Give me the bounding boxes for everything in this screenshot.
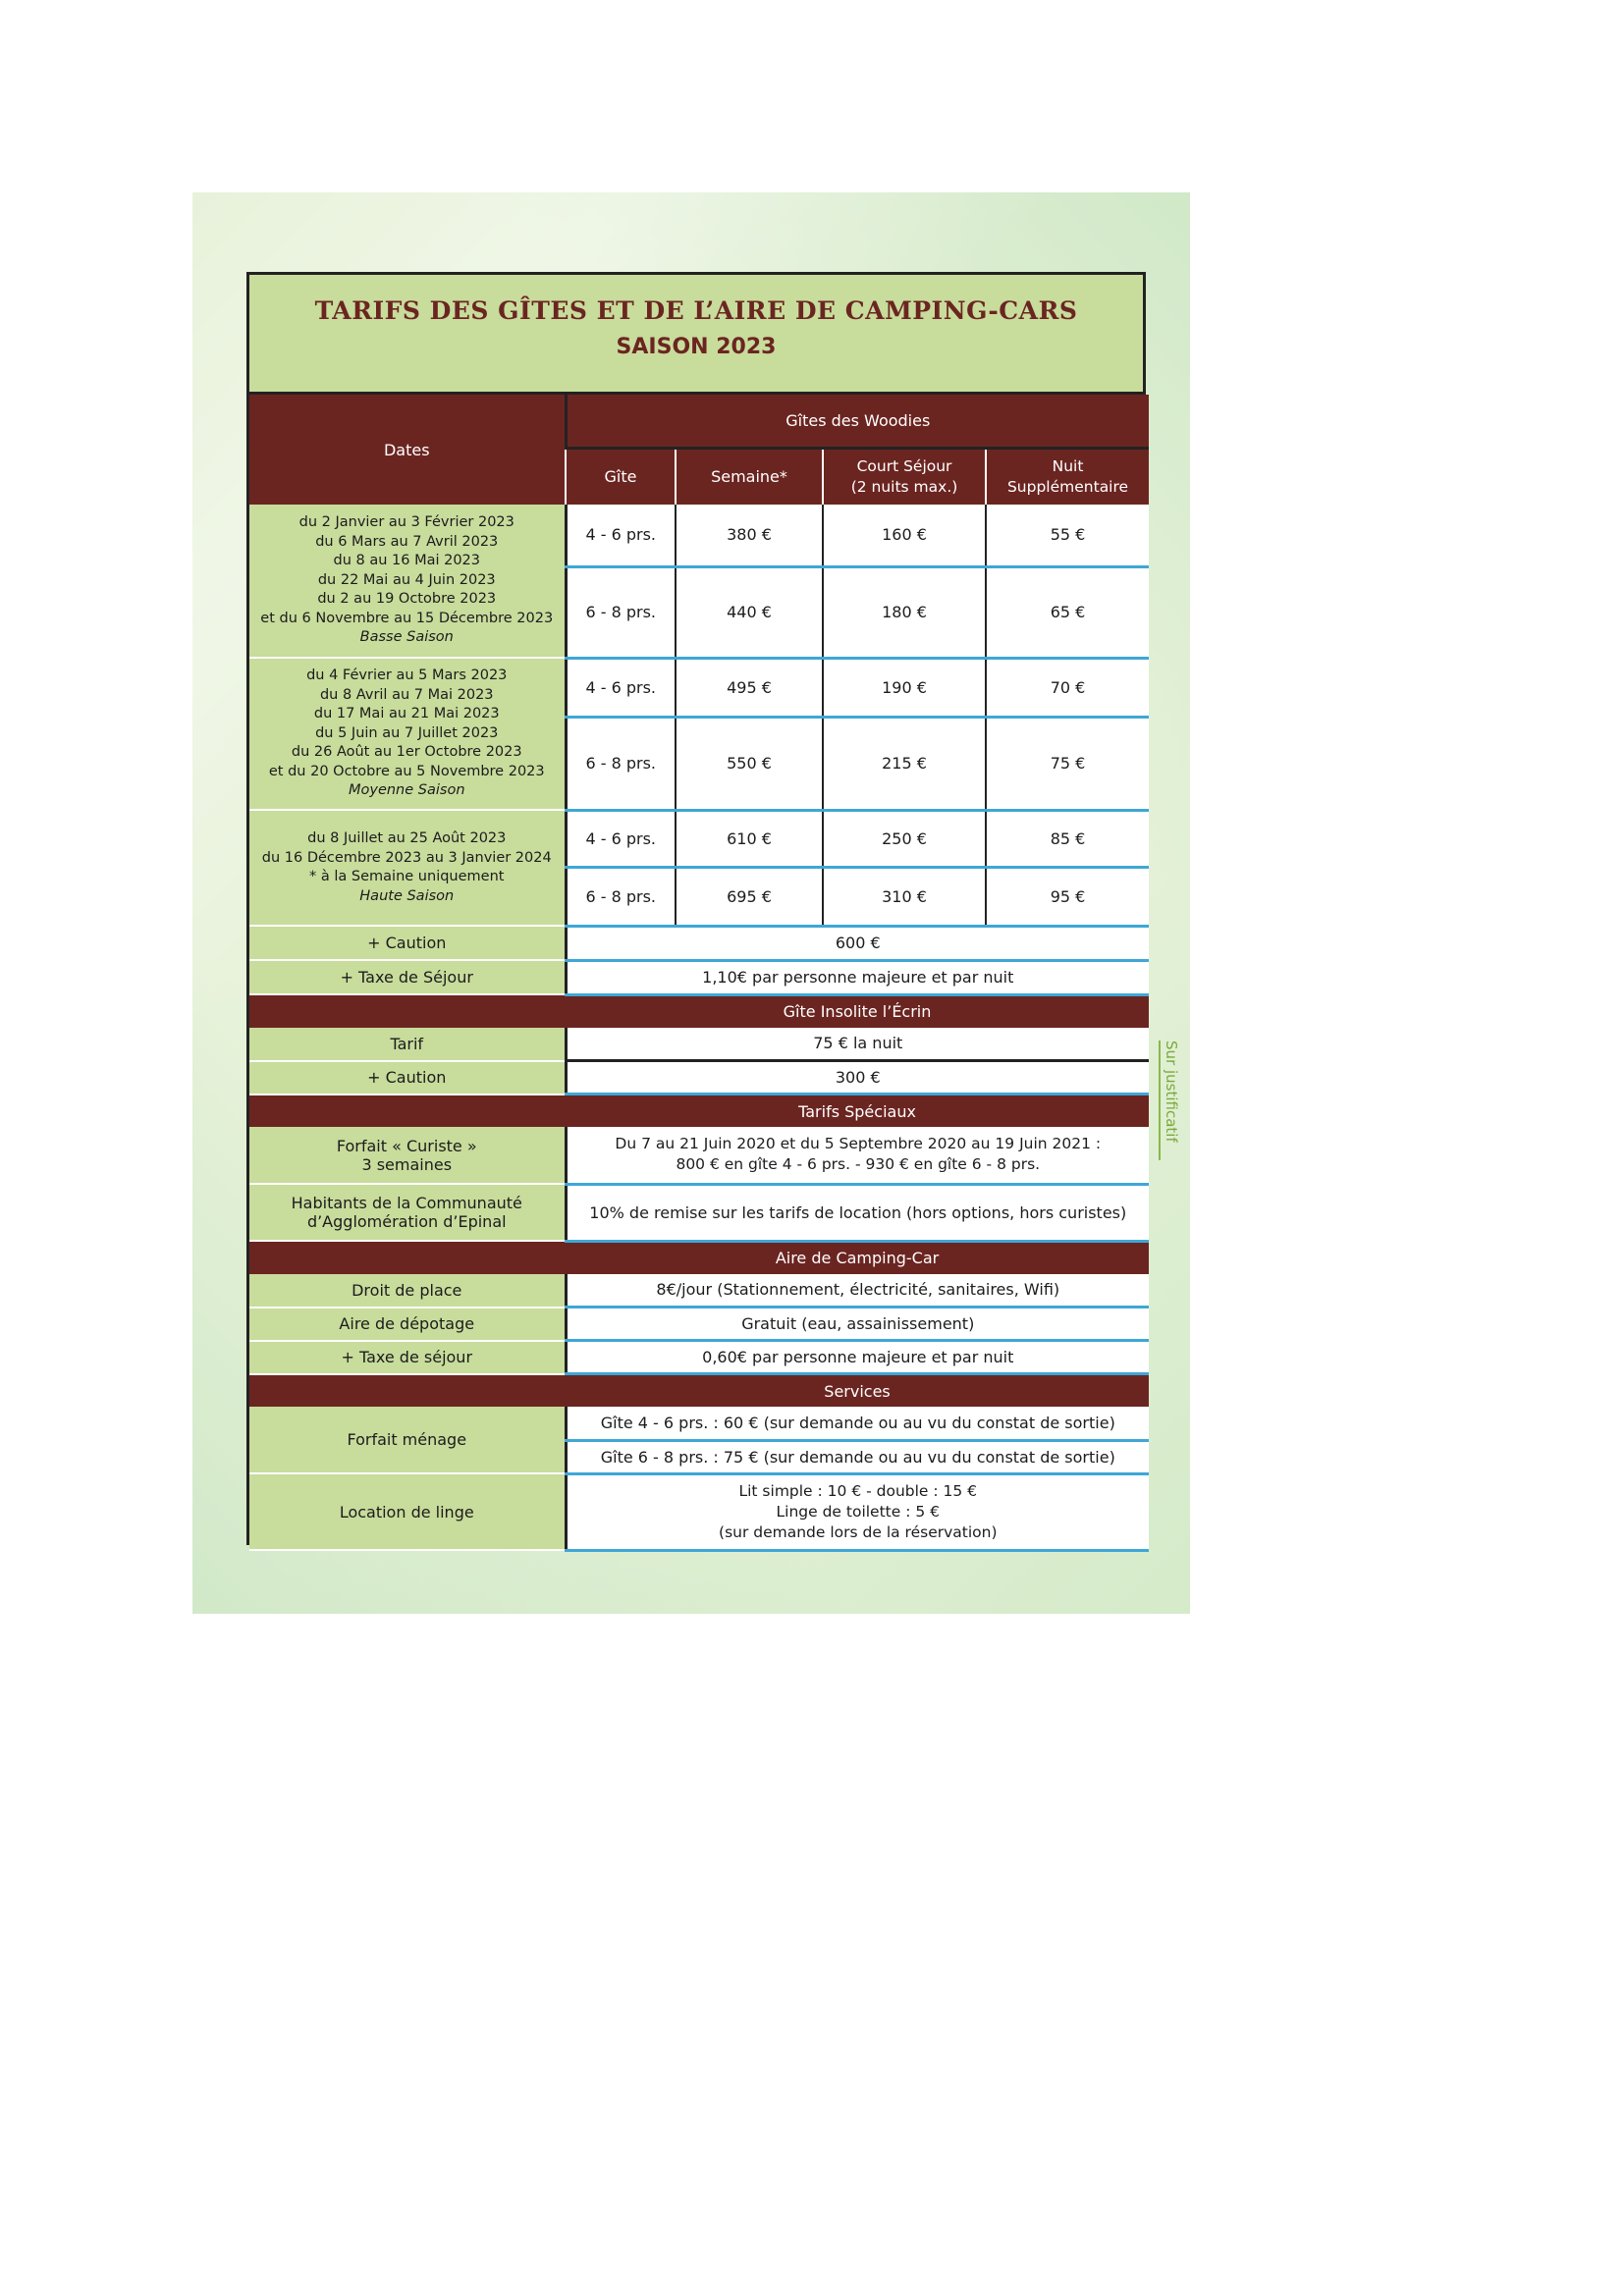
cell-gite: 6 - 8 prs. bbox=[566, 717, 676, 810]
camping-taxe-label: + Taxe de séjour bbox=[249, 1341, 566, 1374]
cell-court: 180 € bbox=[823, 566, 986, 658]
curiste-value-line: 800 € en gîte 4 - 6 prs. - 930 € en gîte 6 - 8 prs. bbox=[676, 1155, 1041, 1174]
header-nuit-line1: Nuit bbox=[1052, 456, 1084, 475]
date-line: du 17 Mai au 21 Mai 2023 bbox=[313, 706, 500, 722]
header-court-sejour bbox=[823, 448, 986, 505]
date-line: du 2 Janvier au 3 Février 2023 bbox=[298, 514, 514, 531]
habitants-label-line: Habitants de la Communauté bbox=[291, 1194, 522, 1212]
cell-semaine: 380 € bbox=[676, 505, 823, 566]
curiste-label-line: 3 semaines bbox=[361, 1154, 453, 1174]
linge-value-line: (sur demande lors de la réservation) bbox=[719, 1522, 998, 1541]
tariff-table bbox=[249, 395, 1149, 1552]
cell-nuit: 55 € bbox=[986, 505, 1149, 566]
date-line: du 16 Décembre 2023 au 3 Janvier 2024 bbox=[261, 849, 552, 866]
caution-label: + Caution bbox=[249, 926, 566, 960]
ecrin-caution-value: 300 € bbox=[566, 1061, 1149, 1095]
linge-label: Location de linge bbox=[249, 1473, 566, 1550]
ecrin-tarif-label: Tarif bbox=[249, 1028, 566, 1061]
linge-value-line: Lit simple : 10 € - double : 15 € bbox=[738, 1481, 978, 1500]
cell-court: 310 € bbox=[823, 867, 986, 926]
section-camping-title: Aire de Camping-Car bbox=[566, 1241, 1149, 1274]
cell-semaine: 550 € bbox=[676, 717, 823, 810]
period-moyenne-dates bbox=[249, 658, 566, 810]
header-court-line1: Court Séjour bbox=[856, 456, 952, 475]
section-ecrin-title: Gîte Insolite l’Écrin bbox=[566, 994, 1149, 1028]
date-line: du 4 Février au 5 Mars 2023 bbox=[306, 667, 508, 684]
season-label: Moyenne Saison bbox=[348, 782, 465, 799]
camping-taxe-value: 0,60€ par personne majeure et par nuit bbox=[566, 1341, 1149, 1374]
cell-gite: 4 - 6 prs. bbox=[566, 505, 676, 566]
cell-semaine: 610 € bbox=[676, 810, 823, 867]
header-semaine: Semaine* bbox=[676, 448, 823, 505]
date-line: du 8 Juillet au 25 Août 2023 bbox=[307, 830, 507, 846]
date-line: du 22 Mai au 4 Juin 2023 bbox=[317, 571, 496, 588]
date-line: du 8 au 16 Mai 2023 bbox=[333, 553, 481, 569]
date-line: et du 6 Novembre au 15 Décembre 2023 bbox=[260, 610, 554, 626]
season-label: Haute Saison bbox=[359, 887, 455, 904]
cell-semaine: 440 € bbox=[676, 566, 823, 658]
date-line: du 8 Avril au 7 Mai 2023 bbox=[319, 686, 494, 703]
linge-value-line: Linge de toilette : 5 € bbox=[776, 1502, 941, 1521]
cell-gite: 6 - 8 prs. bbox=[566, 867, 676, 926]
habitants-label bbox=[249, 1184, 566, 1241]
cell-nuit: 75 € bbox=[986, 717, 1149, 810]
season-label: Basse Saison bbox=[359, 629, 454, 646]
cell-gite: 4 - 6 prs. bbox=[566, 810, 676, 867]
header-gite: Gîte bbox=[566, 448, 676, 505]
depotage-label: Aire de dépotage bbox=[249, 1308, 566, 1341]
cell-court: 190 € bbox=[823, 658, 986, 717]
droit-place-label: Droit de place bbox=[249, 1274, 566, 1308]
cell-nuit: 70 € bbox=[986, 658, 1149, 717]
section-speciaux-title: Tarifs Spéciaux bbox=[566, 1095, 1149, 1128]
period-haute-dates bbox=[249, 810, 566, 926]
cell-gite: 4 - 6 prs. bbox=[566, 658, 676, 717]
menage-value-4-6: Gîte 4 - 6 prs. : 60 € (sur demande ou au vu du constat de sortie) bbox=[566, 1407, 1149, 1440]
section-ecrin-spacer bbox=[249, 994, 566, 1028]
section-camping-spacer bbox=[249, 1241, 566, 1274]
date-line: du 2 au 19 Octobre 2023 bbox=[317, 591, 497, 608]
habitants-value: 10% de remise sur les tarifs de location (hors options, hors curistes) bbox=[566, 1184, 1149, 1241]
taxe-sejour-value: 1,10€ par personne majeure et par nuit bbox=[566, 960, 1149, 994]
cell-nuit: 85 € bbox=[986, 810, 1149, 867]
header-gites-woodies: Gîtes des Woodies bbox=[566, 395, 1149, 448]
page-title: TARIFS DES GÎTES ET DE L’AIRE DE CAMPING-CARS bbox=[314, 296, 1078, 325]
curiste-label-line: Forfait « Curiste » bbox=[336, 1136, 477, 1155]
period-basse-dates bbox=[249, 505, 566, 658]
droit-place-value: 8€/jour (Stationnement, électricité, sanitaires, Wifi) bbox=[566, 1274, 1149, 1308]
menage-value-6-8: Gîte 6 - 8 prs. : 75 € (sur demande ou au vu du constat de sortie) bbox=[566, 1440, 1149, 1473]
cell-semaine: 695 € bbox=[676, 867, 823, 926]
ecrin-tarif-value: 75 € la nuit bbox=[566, 1028, 1149, 1061]
cell-nuit: 95 € bbox=[986, 867, 1149, 926]
date-line: * à la Semaine uniquement bbox=[309, 869, 505, 884]
section-services-spacer bbox=[249, 1374, 566, 1408]
header-court-line2: (2 nuits max.) bbox=[850, 477, 958, 496]
taxe-sejour-label: + Taxe de Séjour bbox=[249, 960, 566, 994]
section-speciaux-spacer bbox=[249, 1095, 566, 1128]
season-subtitle: SAISON 2023 bbox=[616, 335, 777, 359]
curiste-value-line: Du 7 au 21 Juin 2020 et du 5 Septembre 2020 au 19 Juin 2021 : bbox=[615, 1135, 1102, 1153]
header-dates: Dates bbox=[249, 395, 566, 505]
ecrin-caution-label: + Caution bbox=[249, 1061, 566, 1095]
date-line: du 5 Juin au 7 Juillet 2023 bbox=[315, 724, 499, 741]
linge-value bbox=[566, 1473, 1149, 1550]
section-services-title: Services bbox=[566, 1374, 1149, 1408]
cell-court: 160 € bbox=[823, 505, 986, 566]
date-line: du 26 Août au 1er Octobre 2023 bbox=[291, 744, 522, 761]
title-block bbox=[249, 275, 1143, 395]
habitants-label-line: d’Agglomération d’Epinal bbox=[306, 1212, 507, 1231]
curiste-label bbox=[249, 1127, 566, 1184]
cell-nuit: 65 € bbox=[986, 566, 1149, 658]
caution-value: 600 € bbox=[566, 926, 1149, 960]
tariff-sheet bbox=[246, 272, 1146, 1545]
side-note-justificatif bbox=[1159, 1041, 1188, 1160]
header-nuit-supp bbox=[986, 448, 1149, 505]
cell-semaine: 495 € bbox=[676, 658, 823, 717]
date-line: du 6 Mars au 7 Avril 2023 bbox=[315, 533, 499, 550]
curiste-value bbox=[566, 1127, 1149, 1184]
side-note-text: Sur justificatif bbox=[1163, 1041, 1180, 1143]
cell-gite: 6 - 8 prs. bbox=[566, 566, 676, 658]
depotage-value: Gratuit (eau, assainissement) bbox=[566, 1308, 1149, 1341]
cell-court: 250 € bbox=[823, 810, 986, 867]
date-line: et du 20 Octobre au 5 Novembre 2023 bbox=[268, 763, 545, 779]
menage-label: Forfait ménage bbox=[249, 1407, 566, 1473]
cell-court: 215 € bbox=[823, 717, 986, 810]
header-nuit-line2: Supplémentaire bbox=[1006, 477, 1129, 496]
